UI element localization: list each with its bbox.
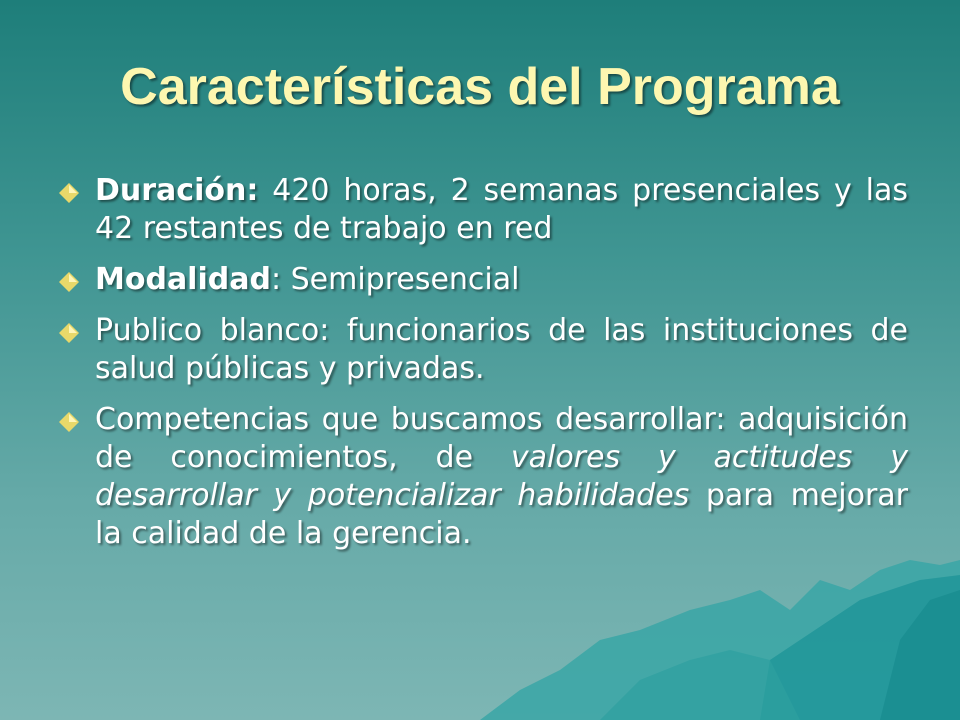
duracion-text: 420 horas, 2 semanas presenciales y las 42 restantes de trabajo en red bbox=[95, 173, 908, 246]
competencias-text-2: para mejorar la calidad de la gerencia. bbox=[95, 478, 908, 551]
diamond-bullet-icon bbox=[59, 412, 79, 432]
bullet-duracion bbox=[58, 172, 908, 248]
publico-text: Publico blanco: funcionarios de las instituciones de salud públicas y privadas. bbox=[95, 313, 908, 386]
modalidad-label: Modalidad bbox=[95, 262, 271, 297]
bullet-list bbox=[58, 172, 908, 566]
diamond-bullet-icon bbox=[59, 183, 79, 203]
modalidad-text: : Semipresencial bbox=[270, 262, 520, 297]
competencias-italic: valores y actitudes y desarrollar y potencializar habilidades bbox=[95, 440, 908, 513]
diamond-bullet-icon bbox=[59, 272, 79, 292]
competencias-text-1: Competencias que buscamos desarrollar: adquisición de conocimientos, de bbox=[95, 402, 908, 475]
duracion-label: Duración: bbox=[95, 173, 259, 208]
bullet-modalidad bbox=[58, 261, 908, 299]
diamond-bullet-icon bbox=[59, 323, 79, 343]
slide-title: Características del Programa bbox=[120, 58, 840, 116]
bullet-competencias bbox=[58, 401, 908, 553]
bullet-publico bbox=[58, 312, 908, 388]
